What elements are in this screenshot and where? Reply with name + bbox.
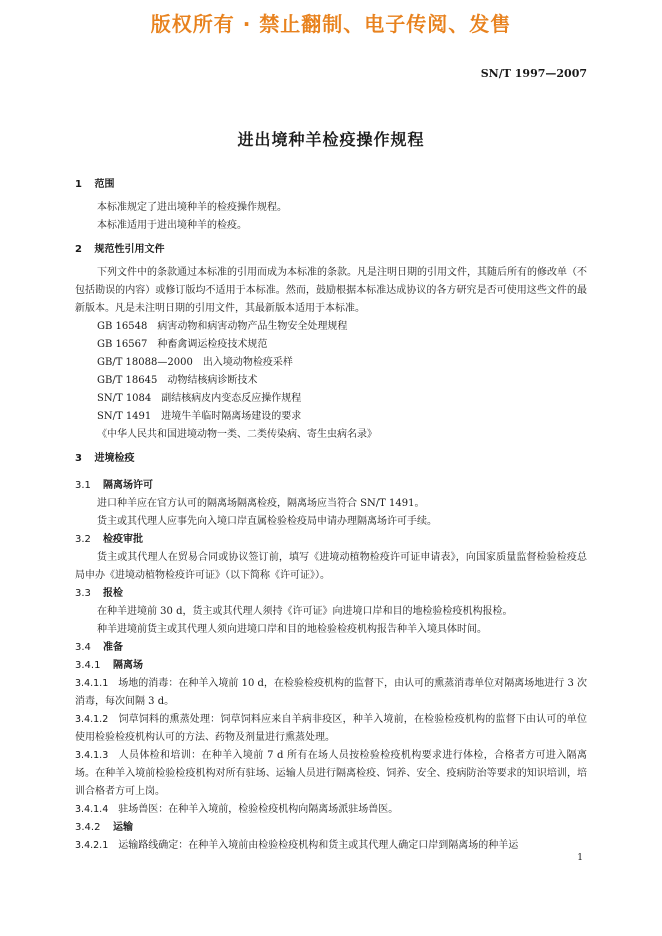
reference-item: GB/T 18088—2000 出入境动物检疫采样 <box>97 357 293 368</box>
section-3-4-1-heading: 3.4.1 隔离场 <box>75 660 143 671</box>
section-2-heading: 2 规范性引用文件 <box>75 244 165 255</box>
clause-item: 3.4.1.2 饲草饲料的熏蒸处理：饲草饲料应来自羊病非疫区，种羊入境前，在检验检疫机构的监督下由认可的单位使用检验检疫机构认可的方法、药物及剂量进行熏蒸处理。 <box>75 714 587 743</box>
copyright-banner: 版权所有 · 禁止翻制、电子传阅、发售 <box>150 12 512 36</box>
paragraph: 本标准规定了进出境种羊的检疫操作规程。 <box>97 202 287 213</box>
clause-item: 3.4.1.3 人员体检和培训：在种羊入境前 7 d 所有在场人员按检验检疫机构要求进行体检，合格者方可进入隔离场。在种羊入境前检验检疫机构对所有驻场、运输人员进行隔离检疫、饲养、安全、疫病防治等要求的知识培训，培训合格者方可上岗。 <box>75 750 587 797</box>
paragraph: 货主或其代理人应事先向入境口岸直属检验检疫局申请办理隔离场许可手续。 <box>97 516 437 527</box>
document-title: 进出境种羊检疫操作规程 <box>237 130 425 149</box>
reference-item: 《中华人民共和国进境动物一类、二类传染病、寄生虫病名录》 <box>97 429 377 440</box>
section-3-2-heading: 3.2 检疫审批 <box>75 534 143 545</box>
section-1-heading: 1 范围 <box>75 179 115 190</box>
paragraph: 在种羊进境前 30 d，货主或其代理人须持《许可证》向进境口岸和目的地检验检疫机构报检。 <box>97 606 513 617</box>
paragraph: 货主或其代理人在贸易合同或协议签订前，填写《进境动植物检疫许可证申请表》，向国家质量监督检验检疫总局申办《进境动植物检疫许可证》（以下简称《许可证》）。 <box>75 552 587 581</box>
paragraph: 种羊进境前货主或其代理人须向进境口岸和目的地检验检疫机构报告种羊入境具体时间。 <box>97 624 487 635</box>
section-3-4-2-heading: 3.4.2 运输 <box>75 822 133 833</box>
clause-item: 3.4.2.1 运输路线确定：在种羊入境前由检验检疫机构和货主或其代理人确定口岸到隔离场的种羊运 <box>75 840 519 851</box>
reference-item: GB 16567 种畜禽调运检疫技术规范 <box>97 339 268 350</box>
reference-item: SN/T 1084 副结核病皮内变态反应操作规程 <box>97 393 302 404</box>
clause-item: 3.4.1.1 场地的消毒：在种羊入境前 10 d，在检验检疫机构的监督下，由认可的熏蒸消毒单位对隔离场地进行 3 次消毒，每次间隔 3 d。 <box>75 678 587 707</box>
paragraph: 本标准适用于进出境种羊的检疫。 <box>97 220 247 231</box>
clause-item: 3.4.1.4 驻场兽医：在种羊入境前，检验检疫机构向隔离场派驻场兽医。 <box>75 804 399 815</box>
standard-code: SN/T 1997—2007 <box>480 67 587 80</box>
reference-item: GB 16548 病害动物和病害动物产品生物安全处理规程 <box>97 321 348 332</box>
reference-item: SN/T 1491 进境牛羊临时隔离场建设的要求 <box>97 411 302 422</box>
section-3-1-heading: 3.1 隔离场许可 <box>75 480 153 491</box>
document-body <box>75 176 587 855</box>
section-3-3-heading: 3.3 报检 <box>75 588 123 599</box>
paragraph: 下列文件中的条款通过本标准的引用而成为本标准的条款。凡是注明日期的引用文件，其随后所有的修改单（不包括勘误的内容）或修订版均不适用于本标准。然而，鼓励根据本标准达成协议的各方研究是否可使用这些文件的最新版本。凡是未注明日期的引用文件，其最新版本适用于本标准。 <box>75 267 587 314</box>
section-3-heading: 3 进境检疫 <box>75 453 135 464</box>
paragraph: 进口种羊应在官方认可的隔离场隔离检疫，隔离场应当符合 SN/T 1491。 <box>97 498 425 509</box>
page-number: 1 <box>577 853 583 863</box>
reference-item: GB/T 18645 动物结核病诊断技术 <box>97 375 258 386</box>
section-3-4-heading: 3.4 准备 <box>75 642 123 653</box>
